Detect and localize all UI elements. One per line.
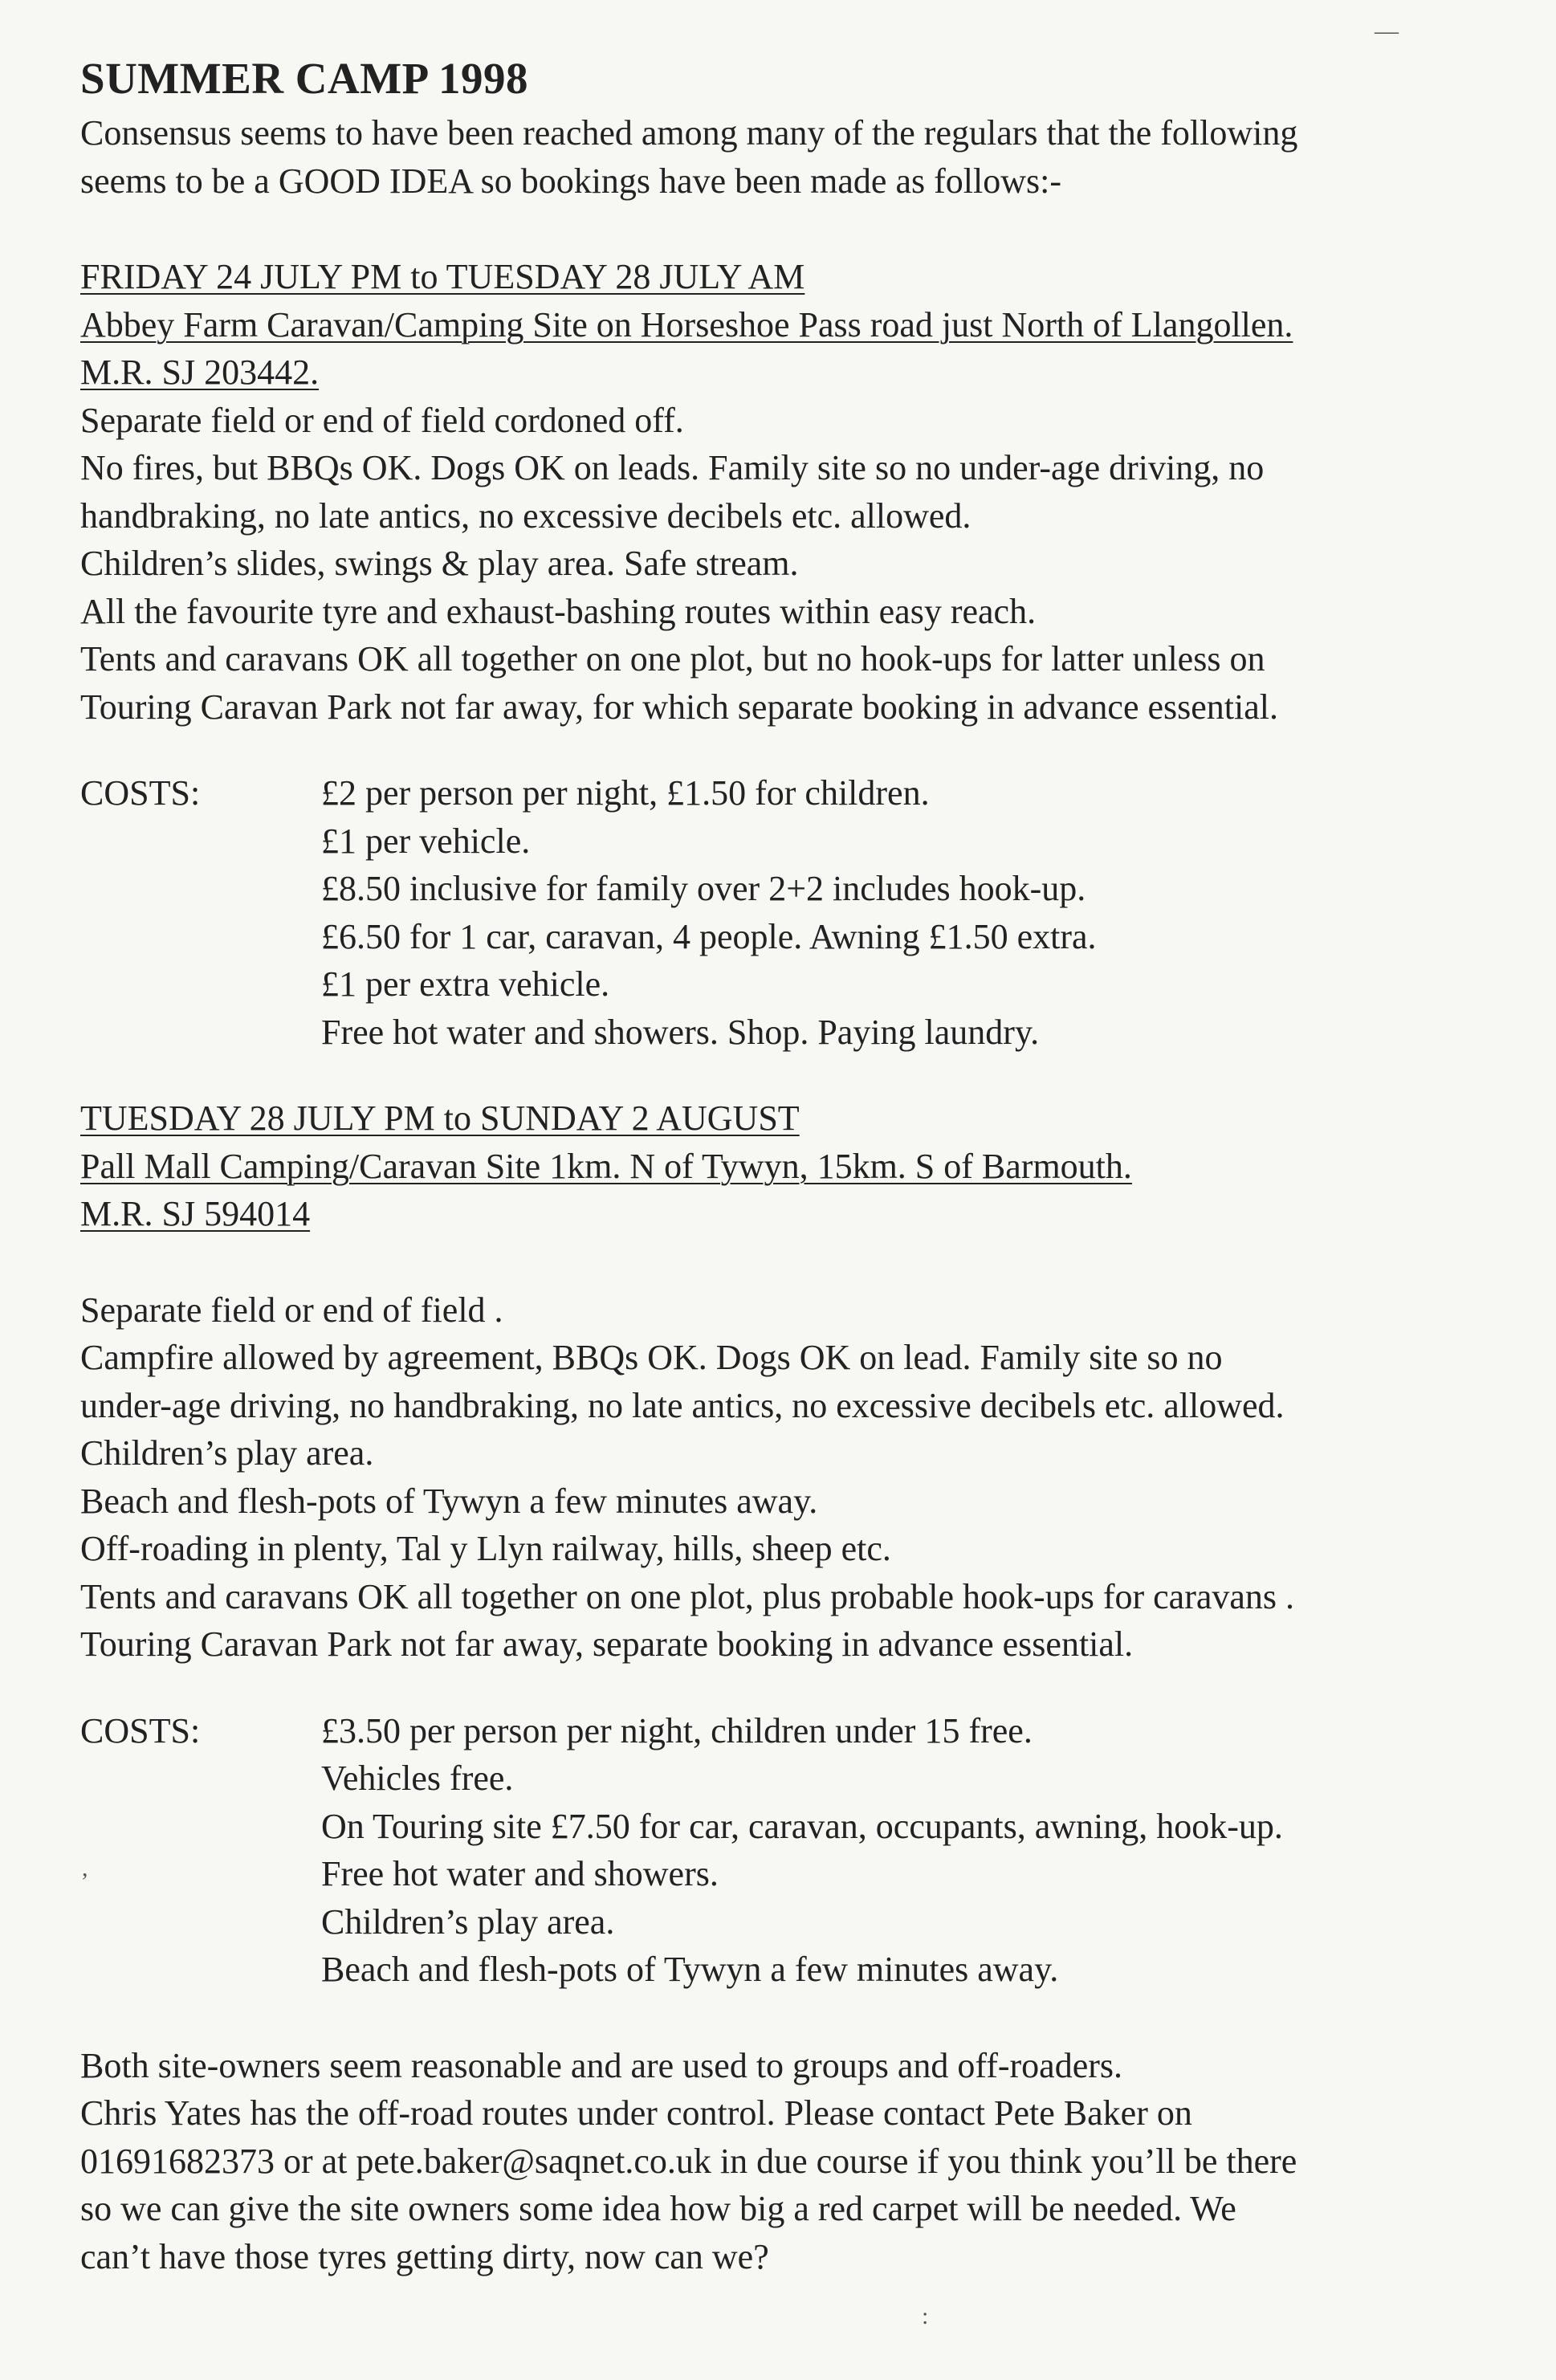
section-abbey-farm <box>80 253 1493 1056</box>
detail-line: All the favourite tyre and exhaust-bashing routes within easy reach. <box>80 591 1037 631</box>
section-pall-mall <box>80 1094 1493 1994</box>
costs-list <box>321 769 1097 1056</box>
detail-line: No fires, but BBQs OK. Dogs OK on leads. Family site so no under-age driving, no <box>80 448 1265 487</box>
cost-item: £2 per person per night, £1.50 for children. <box>321 773 930 813</box>
detail-line: Separate field or end of field . <box>80 1290 503 1330</box>
costs-block <box>80 1707 1493 1994</box>
intro-line: Consensus seems to have been reached among many of the regulars that the following <box>80 113 1298 153</box>
detail-line: Off-roading in plenty, Tal y Llyn railway, hills, sheep etc. <box>80 1529 891 1568</box>
detail-line: Children’s slides, swings & play area. Safe stream. <box>80 544 799 583</box>
detail-line: Touring Caravan Park not far away, separate booking in advance essential. <box>80 1624 1134 1664</box>
cost-item: £8.50 inclusive for family over 2+2 includes hook-up. <box>321 869 1086 908</box>
detail-line: under-age driving, no handbraking, no late antics, no excessive decibels etc. allowed. <box>80 1385 1285 1425</box>
section-map-reference: M.R. SJ 594014 <box>80 1194 311 1233</box>
document-page <box>80 48 1493 2280</box>
closing-paragraph <box>80 2042 1493 2281</box>
detail-line: Separate field or end of field cordoned off. <box>80 400 684 440</box>
cost-item: On Touring site £7.50 for car, caravan, occupants, awning, hook-up. <box>321 1806 1283 1846</box>
detail-line: Tents and caravans OK all together on one plot, plus probable hook-ups for caravans . <box>80 1576 1295 1616</box>
closing-line: 01691682373 or at pete.baker@saqnet.co.uk in due course if you think you’ll be there <box>80 2141 1297 2181</box>
cost-item: Vehicles free. <box>321 1759 514 1798</box>
cost-item: £1 per vehicle. <box>321 821 531 861</box>
closing-line: so we can give the site owners some idea how big a red carpet will be needed. We <box>80 2189 1236 2228</box>
cost-item: £1 per extra vehicle. <box>321 964 610 1004</box>
cost-item: £6.50 for 1 car, caravan, 4 people. Awning £1.50 extra. <box>321 916 1097 956</box>
costs-block <box>80 769 1493 1056</box>
detail-line: Children’s play area. <box>80 1433 374 1473</box>
costs-label: COSTS: <box>80 773 201 813</box>
closing-line: can’t have those tyres getting dirty, now can we? <box>80 2236 769 2276</box>
closing-line: Chris Yates has the off-road routes under control. Please contact Pete Baker on <box>80 2093 1192 2133</box>
intro-paragraph <box>80 109 1493 205</box>
detail-line: handbraking, no late antics, no excessive decibels etc. allowed. <box>80 495 971 536</box>
cost-item: Free hot water and showers. <box>321 1854 719 1893</box>
detail-line: Beach and flesh-pots of Tywyn a few minutes away. <box>80 1481 818 1521</box>
cost-item: Beach and flesh-pots of Tywyn a few minutes away. <box>321 1950 1059 1989</box>
costs-label: COSTS: <box>80 1710 201 1750</box>
closing-line: Both site-owners seem reasonable and are used to groups and off-roaders. <box>80 2045 1122 2085</box>
cost-item: £3.50 per person per night, children under 15 free. <box>321 1710 1033 1750</box>
cost-item: Free hot water and showers. Shop. Paying laundry. <box>321 1012 1040 1052</box>
detail-line: Campfire allowed by agreement, BBQs OK. Dogs OK on lead. Family site so no <box>80 1338 1223 1377</box>
detail-line: Touring Caravan Park not far away, for which separate booking in advance essential. <box>80 687 1278 727</box>
section-dates-heading: FRIDAY 24 JULY PM to TUESDAY 28 JULY AM <box>80 257 805 296</box>
cost-item: Children’s play area. <box>321 1901 615 1942</box>
section-map-reference: M.R. SJ 203442. <box>80 353 320 392</box>
scan-speck-mark: : <box>922 2303 929 2329</box>
section-site-name: Pall Mall Camping/Caravan Site 1km. N of Tywyn, 15km. S of Barmouth. <box>80 1146 1132 1186</box>
intro-line: seems to be a GOOD IDEA so bookings have been made as follows:- <box>80 161 1061 201</box>
scan-speck-mark: , <box>82 1855 88 1881</box>
detail-line: Tents and caravans OK all together on one plot, but no hook-ups for latter unless on <box>80 639 1265 679</box>
costs-list <box>321 1707 1283 1994</box>
section-site-name: Abbey Farm Caravan/Camping Site on Horseshoe Pass road just North of Llangollen. <box>80 304 1293 344</box>
document-title: SUMMER CAMP 1998 <box>80 54 528 103</box>
section-dates-heading: TUESDAY 28 JULY PM to SUNDAY 2 AUGUST <box>80 1098 800 1138</box>
scan-dash-mark: — <box>1375 18 1399 44</box>
